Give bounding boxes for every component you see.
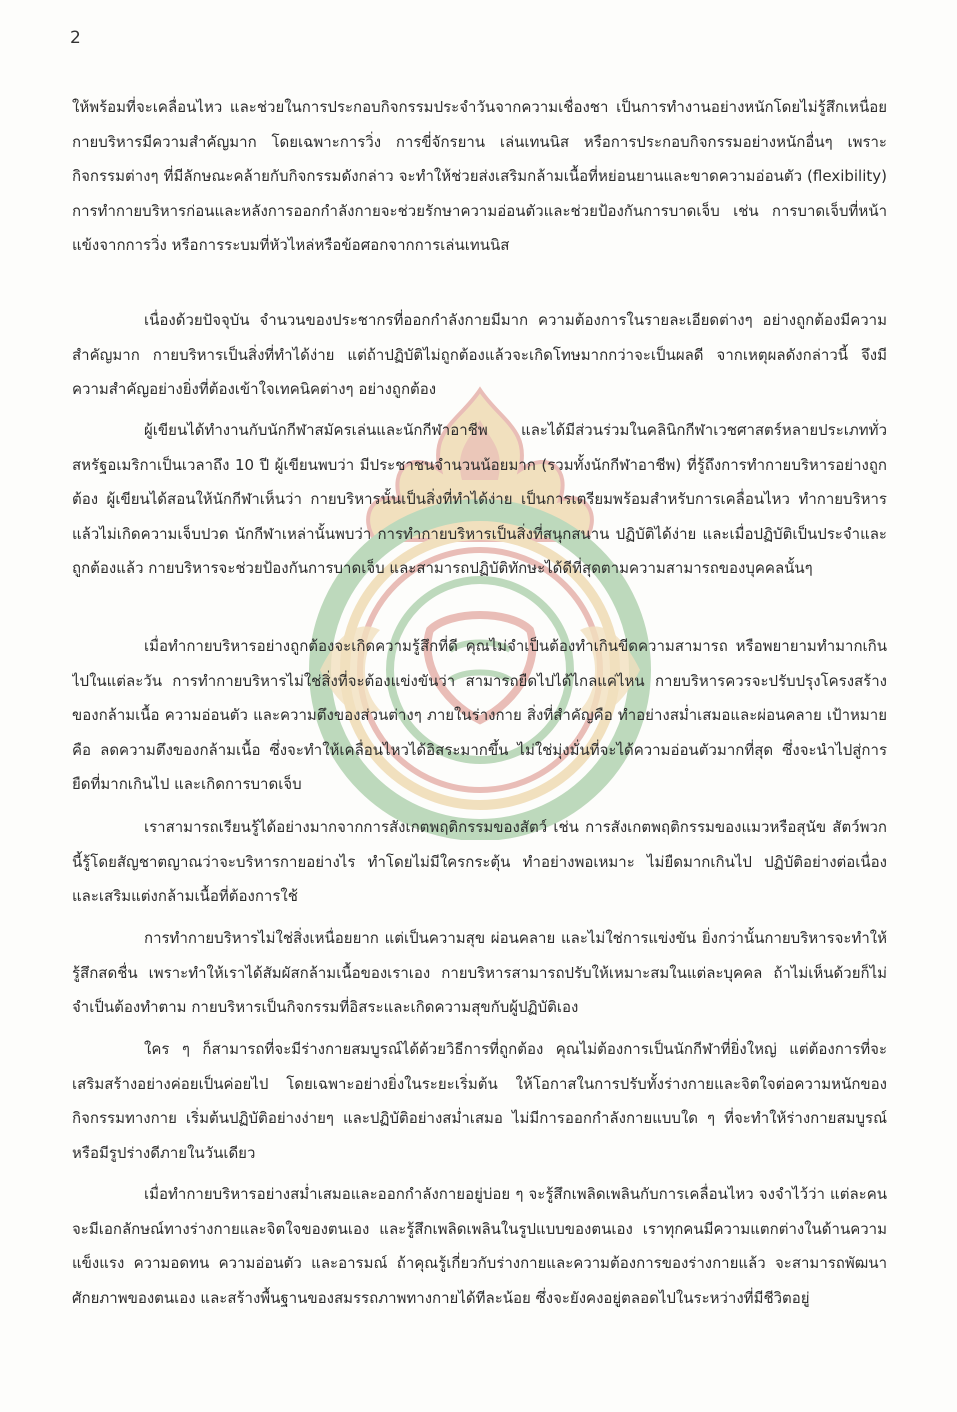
paragraph-3: ผู้เขียนได้ทำงานกับนักกีฬาสมัครเล่นและนักกีฬาอาชีพ และได้มีส่วนร่วมในคลินิกกีฬาเวชศาสตร์หลายประเภททั่วสหรัฐอเมริกาเป็นเวลาถึง 10 ปี ผู้เขียนพบว่า มีประชาชนจำนวนน้อยมาก (รวมทั้งนักกีฬาอาชีพ) ที่รู้ถึงการทำกายบริหารอย่างถูกต้อง ผู้เขียนได้สอนให้นักกีฬาเห็นว่า กายบริหารนั้นเป็นสิ่งที่ทำได้ง่าย เป็นการเตรียมพร้อมสำหรับการเคลื่อนไหว ทำกายบริหารแล้วไม่เกิดความเจ็บปวด นักกีฬาเหล่านั้นพบว่า การทำกายบริหารเป็นสิ่งที่สนุกสนาน ปฏิบัติได้ง่าย และเมื่อปฏิบัติเป็นประจำและถูกต้องแล้ว กายบริหารจะช่วยป้องกันการบาดเจ็บ และสามารถปฏิบัติทักษะได้ดีที่สุดตามความสามารถของบุคคลนั้นๆ xyxy=(72,421,887,577)
paragraph-2: เนื่องด้วยปัจจุบัน จำนวนของประชากรที่ออกกำลังกายมีมาก ความต้องการในรายละเอียดต่างๆ อย่างถูกต้องมีความสำคัญมาก กายบริหารเป็นสิ่งที่ทำได้ง่าย แต่ถ้าปฏิบัติไม่ถูกต้องแล้วจะเกิดโทษมากกว่าจะเป็นผลดี จากเหตุผลดังกล่าวนี้ จึงมีความสำคัญอย่างยิ่งที่ต้องเข้าใจเทคนิคต่างๆ อย่างถูกต้อง xyxy=(72,311,887,398)
paragraph-8: เมื่อทำกายบริหารอย่างสม่ำเสมอและออกกำลังกายอยู่บ่อย ๆ จะรู้สึกเพลิดเพลินกับการเคลื่อนไหว จงจำไว้ว่า แต่ละคนจะมีเอกลักษณ์ทางร่างกายและจิตใจของตนเอง และรู้สึกเพลิดเพลินในรูปแบบของตนเอง เราทุกคนมีความแตกต่างในด้านความแข็งแรง ความอดทน ความอ่อนตัว และอารมณ์ ถ้าคุณรู้เกี่ยวกับร่างกายและความต้องการของร่างกายแล้ว จะสามารถพัฒนาศักยภาพของตนเอง และสร้างพื้นฐานของสมรรถภาพทางกายได้ทีละน้อย ซึ่งจะยังคงอยู่ตลอดไปในระหว่างที่มีชีวิตอยู่ xyxy=(72,1185,887,1307)
page-number: 2 xyxy=(70,28,81,48)
paragraph-4: เมื่อทำกายบริหารอย่างถูกต้องจะเกิดความรู้สึกที่ดี คุณไม่จำเป็นต้องทำเกินขีดความสามารถ หรือพยายามทำมากเกินไปในแต่ละวัน การทำกายบริหารไม่ใช่สิ่งที่จะต้องแข่งขันว่า สามารถยืดไปได้ไกลแค่ไหน กายบริหารควรจะปรับปรุงโครงสร้างของกล้ามเนื้อ ความอ่อนตัว และความตึงของส่วนต่างๆ ภายในร่างกาย สิ่งที่สำคัญคือ ทำอย่างสม่ำเสมอและผ่อนคลาย เป้าหมายคือ ลดความตึงของกล้ามเนื้อ ซึ่งจะทำให้เคลื่อนไหวได้อิสระมากขึ้น ไม่ใช่มุ่งมั่นที่จะได้ความอ่อนตัวมากที่สุด ซึ่งจะนำไปสู่การยืดที่มากเกินไป และเกิดการบาดเจ็บ xyxy=(72,637,887,793)
paragraph-1: ให้พร้อมที่จะเคลื่อนไหว และช่วยในการประกอบกิจกรรมประจำวันจากความเชื่องชา เป็นการทำงานอย่างหนักโดยไม่รู้สึกเหนื่อย กายบริหารมีความสำคัญมาก โดยเฉพาะการวิ่ง การขี่จักรยาน เล่นเทนนิส หรือการประกอบกิจกรรมอย่างหนักอื่นๆ เพราะกิจกรรมต่างๆ ที่มีลักษณะคล้ายกับกิจกรรมดังกล่าว จะทำให้ช่วยส่งเสริมกล้ามเนื้อที่หย่อนยานและขาดความอ่อนตัว (flexibility) การทำกายบริหารก่อนและหลังการออกกำลังกายจะช่วยรักษาความอ่อนตัวและช่วยป้องกันการบาดเจ็บ เช่น การบาดเจ็บที่หน้าแข้งจากการวิ่ง หรือการระบมที่หัวไหล่หรือข้อศอกจากการเล่นเทนนิส xyxy=(72,98,887,254)
paragraph-6: การทำกายบริหารไม่ใช่สิ่งเหนื่อยยาก แต่เป็นความสุข ผ่อนคลาย และไม่ใช่การแข่งขัน ยิ่งกว่านั้นกายบริหารจะทำให้รู้สึกสดชื่น เพราะทำให้เราได้สัมผัสกล้ามเนื้อของเราเอง กายบริหารสามารถปรับให้เหมาะสมในแต่ละบุคคล ถ้าไม่เห็นด้วยก็ไม่จำเป็นต้องทำตาม กายบริหารเป็นกิจกรรมที่อิสระและเกิดความสุขกับผู้ปฏิบัติเอง xyxy=(72,929,887,1016)
paragraph-7: ใคร ๆ ก็สามารถที่จะมีร่างกายสมบูรณ์ได้ด้วยวิธีการที่ถูกต้อง คุณไม่ต้องการเป็นนักกีฬาที่ยิ่งใหญ่ แต่ต้องการที่จะเสริมสร้างอย่างค่อยเป็นค่อยไป โดยเฉพาะอย่างยิ่งในระยะเริ่มต้น ให้โอกาสในการปรับทั้งร่างกายและจิตใจต่อความหนักของกิจกรรมทางกาย เริ่มต้นปฏิบัติอย่างง่ายๆ และปฏิบัติอย่างสม่ำเสมอ ไม่มีการออกกำลังกายแบบใด ๆ ที่จะทำให้ร่างกายสมบูรณ์หรือมีรูปร่างดีภายในวันเดียว xyxy=(72,1040,887,1162)
document-body xyxy=(72,90,887,1358)
paragraph-5: เราสามารถเรียนรู้ได้อย่างมากจากการสังเกตพฤติกรรมของสัตว์ เช่น การสังเกตพฤติกรรมของแมวหรือสุนัข สัตว์พวกนี้รู้โดยสัญชาตญาณว่าจะบริหารกายอย่างไร ทำโดยไม่มีใครกระตุ้น ทำอย่างพอเหมาะ ไม่ยืดมากเกินไป ปฏิบัติอย่างต่อเนื่อง และเสริมแต่งกล้ามเนื้อที่ต้องการใช้ xyxy=(72,818,887,905)
